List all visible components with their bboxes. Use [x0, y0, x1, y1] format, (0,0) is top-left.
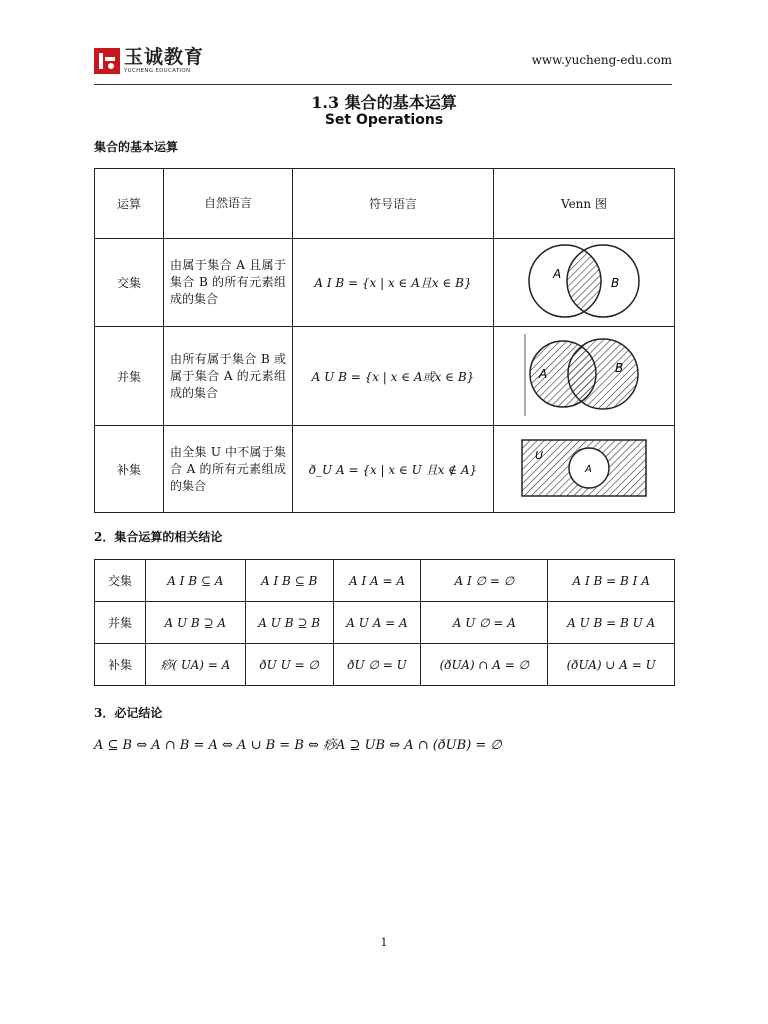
symbol-language: A I B = {x | x ∈ A且x ∈ B}	[293, 239, 494, 327]
row-label: 并集	[95, 602, 146, 644]
table-cell: A I A = A	[333, 560, 421, 602]
page-subtitle: Set Operations	[324, 112, 444, 128]
table-cell: A U ∅ = A	[421, 602, 548, 644]
header-venn: Venn 图	[494, 169, 675, 239]
symbol-language: A U B = {x | x ∈ A或x ∈ B}	[293, 327, 494, 426]
venn-cell	[494, 426, 675, 513]
table-cell: ðU U = ∅	[245, 644, 333, 686]
page-title: 1.3 集合的基本运算	[311, 93, 457, 112]
table-row	[95, 426, 675, 513]
row-label: 补集	[95, 644, 146, 686]
venn-union-diagram	[519, 332, 649, 418]
natural-language: 由全集 U 中不属于集合 A 的所有元素组成的集合	[164, 426, 293, 513]
logo-text-en: YUCHENG EDUCATION	[124, 67, 191, 74]
natural-language: 由属于集合 A 且属于集合 B 的所有元素组成的集合	[164, 239, 293, 327]
page-number: 1	[380, 936, 388, 949]
table-row	[95, 560, 675, 602]
venn-label-b: B	[615, 360, 624, 375]
header-symbol: 符号语言	[293, 169, 494, 239]
venn-intersection-diagram	[519, 243, 649, 319]
op-label: 交集	[95, 239, 164, 327]
op-label: 补集	[95, 426, 164, 513]
site-url[interactable]: www.yucheng-edu.com	[531, 53, 672, 67]
op-label: 并集	[95, 327, 164, 426]
symbol-language: ð_U A = {x | x ∈ U 且x ∉ A}	[293, 426, 494, 513]
venn-cell	[494, 239, 675, 327]
table-cell: A I ∅ = ∅	[421, 560, 548, 602]
table-cell: A U B = B U A	[548, 602, 675, 644]
table-row	[95, 327, 675, 426]
header-op: 运算	[95, 169, 164, 239]
venn-cell	[494, 327, 675, 426]
table-cell: 痧( UA) = A	[146, 644, 246, 686]
section3-heading: 3．必记结论	[94, 706, 163, 720]
operations-table	[94, 168, 675, 513]
venn-label-b: B	[611, 276, 620, 290]
table-cell: A U B ⊇ A	[146, 602, 246, 644]
table-row	[95, 602, 675, 644]
table-row	[95, 644, 675, 686]
venn-label-a: A	[585, 463, 592, 475]
table-row	[95, 239, 675, 327]
table-cell: A I B ⊆ B	[245, 560, 333, 602]
table-cell: A I B = B I A	[548, 560, 675, 602]
row-label: 交集	[95, 560, 146, 602]
table-cell: (ðUA) ∩ A = ∅	[421, 644, 548, 686]
logo-icon	[94, 48, 120, 74]
table-cell: A U B ⊇ B	[245, 602, 333, 644]
table-cell: (ðUA) ∪ A = U	[548, 644, 675, 686]
venn-complement-diagram	[519, 437, 649, 499]
section1-heading: 集合的基本运算	[94, 140, 179, 154]
natural-language: 由所有属于集合 B 或属于集合 A 的元素组成的集合	[164, 327, 293, 426]
table-cell: ðU ∅ = U	[333, 644, 421, 686]
conclusions-table	[94, 559, 675, 686]
venn-label-a: A	[539, 366, 548, 381]
venn-label-u: U	[535, 448, 544, 462]
venn-label-a: A	[553, 267, 562, 281]
key-conclusion-formula: A ⊆ B ⇔ A ∩ B = A ⇔ A ∪ B = B ⇔ 痧A ⊇ UB ⇔ A ∩ (ðUB) = ∅	[94, 738, 502, 753]
logo	[94, 44, 204, 78]
section2-heading: 2．集合运算的相关结论	[94, 530, 223, 544]
table-cell: A U A = A	[333, 602, 421, 644]
page-header	[94, 42, 672, 85]
table-cell: A I B ⊆ A	[146, 560, 246, 602]
header-natural: 自然语言	[164, 169, 293, 239]
logo-text-cn: 玉诚教育	[124, 45, 205, 68]
